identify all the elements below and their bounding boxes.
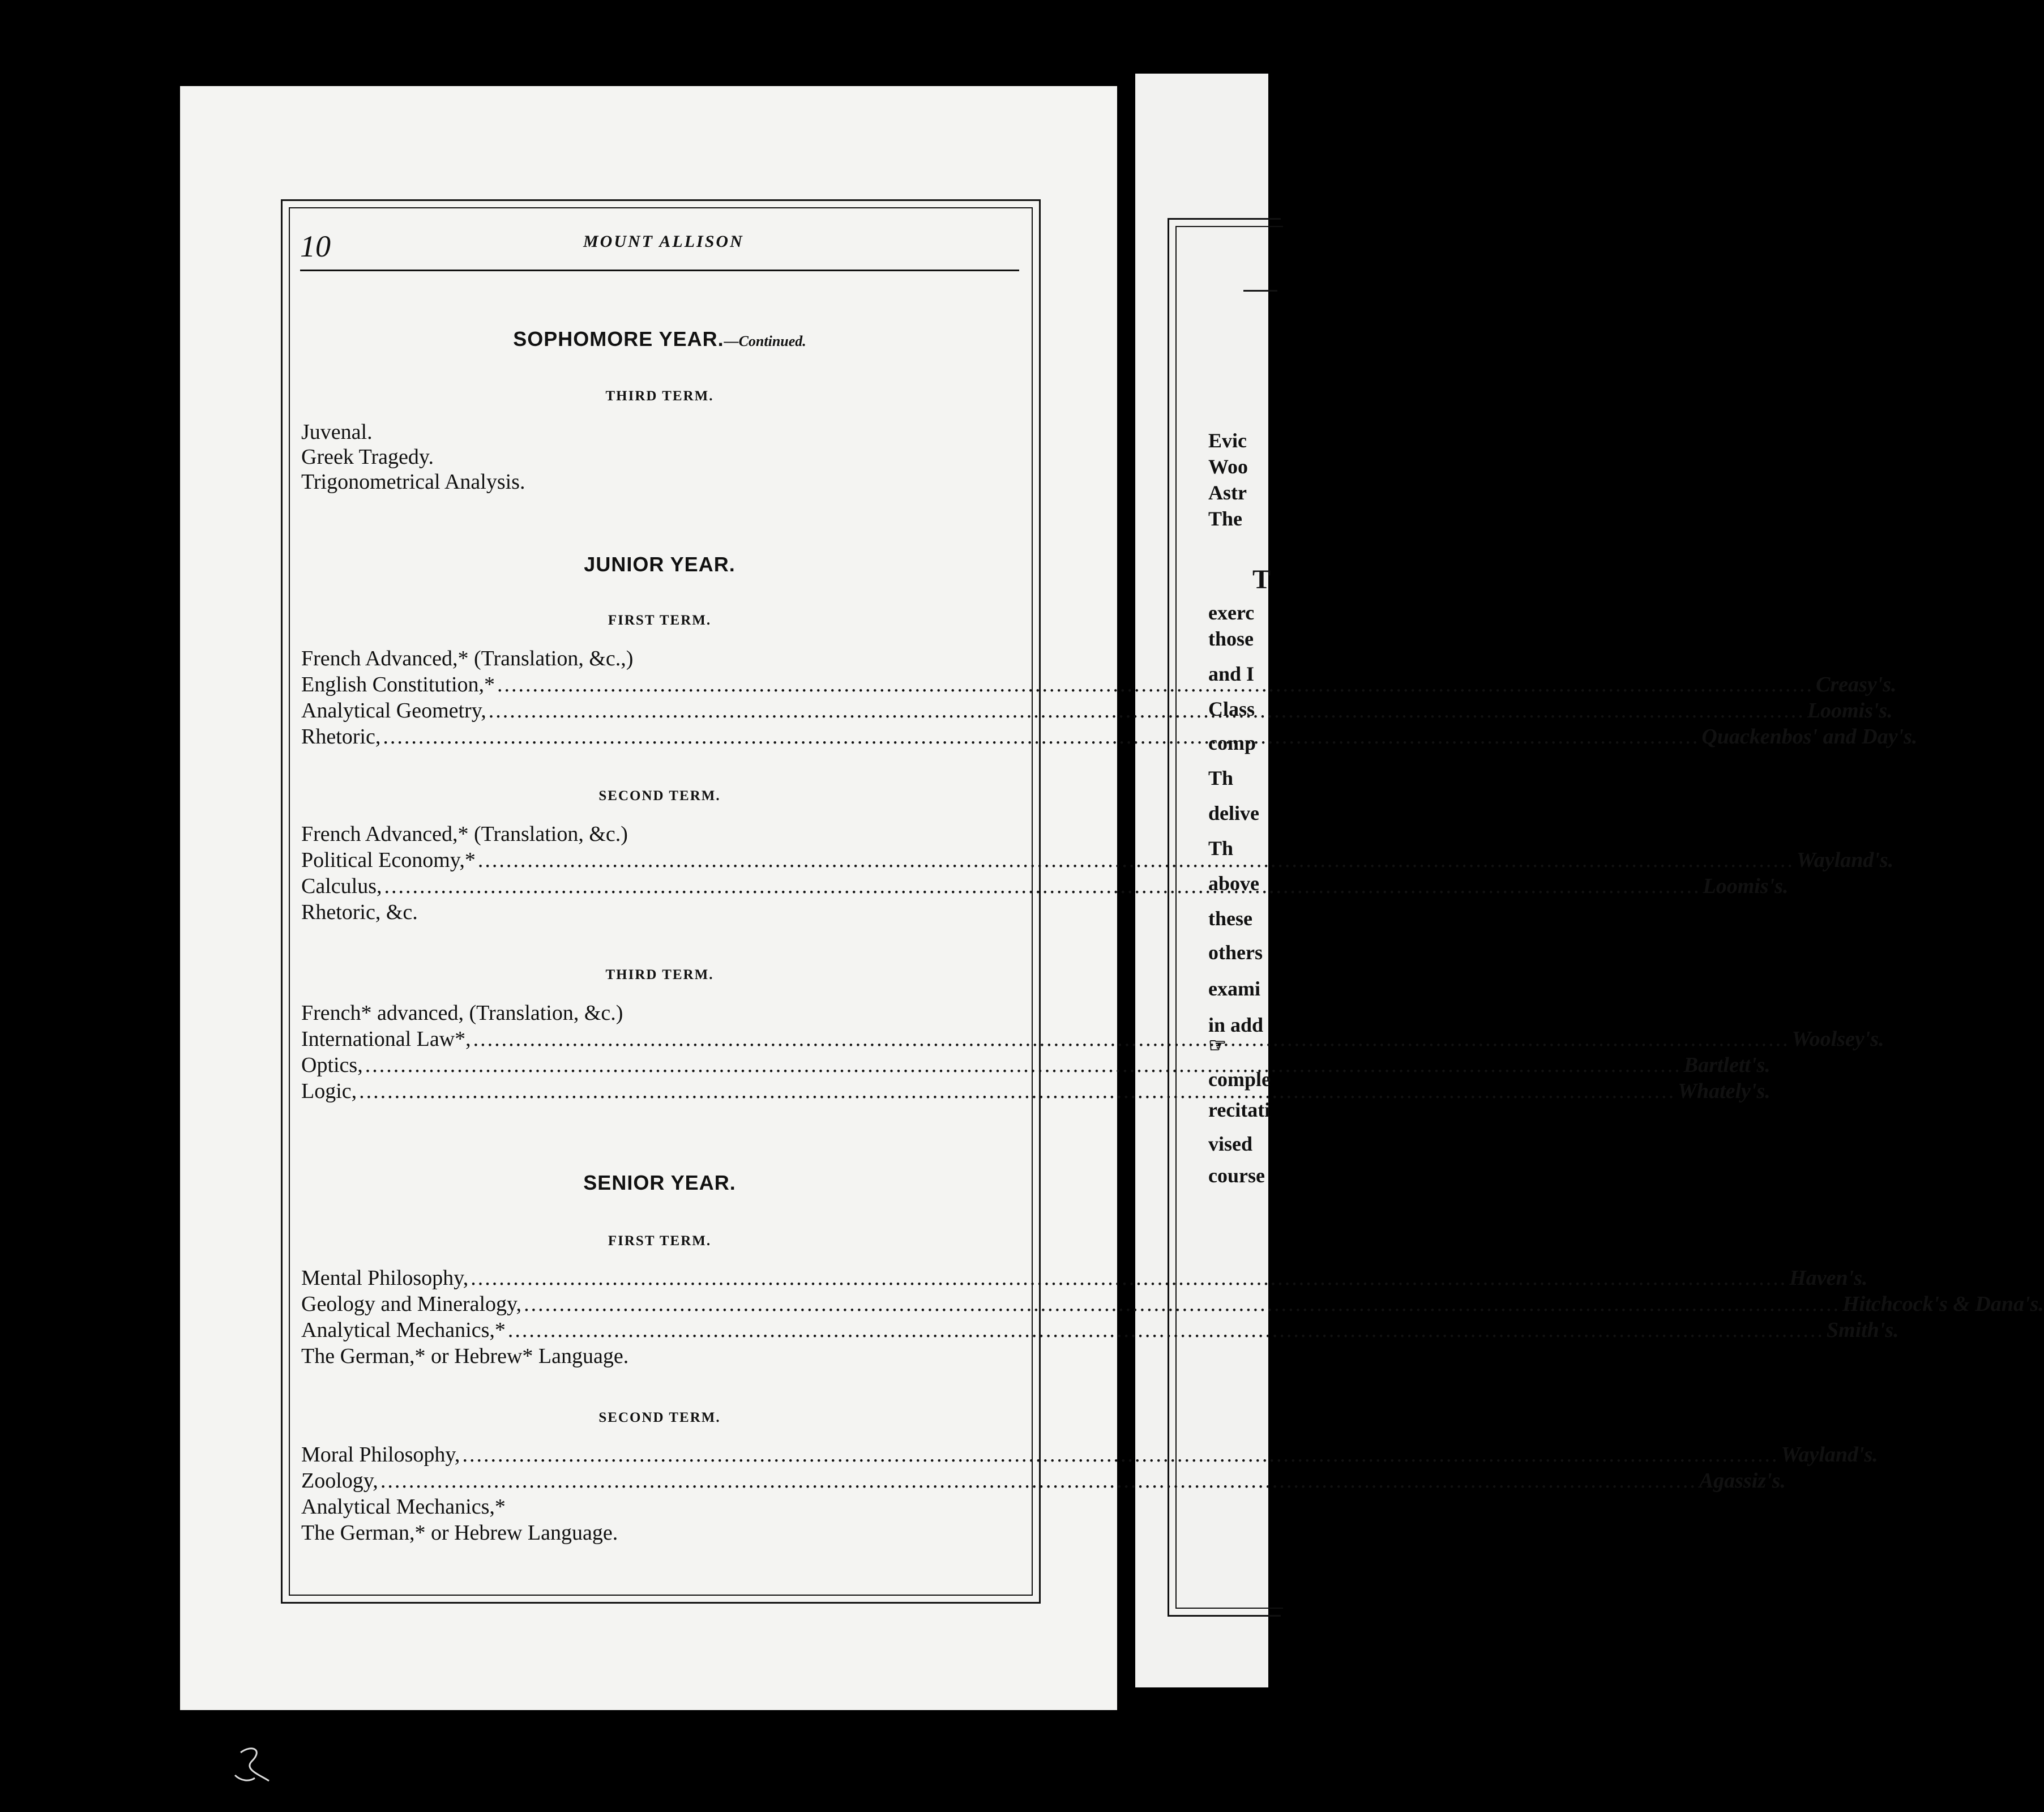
course-subject: Rhetoric, xyxy=(301,725,381,749)
facing-page-line: exami xyxy=(1208,977,1260,1000)
section-heading-text: JUNIOR YEAR. xyxy=(584,553,736,576)
course-row xyxy=(301,1468,1786,1494)
course-row xyxy=(301,469,1014,495)
facing-page-line: Woo xyxy=(1208,455,1248,478)
course-subject: Greek Tragedy. xyxy=(301,445,434,469)
facing-page-line: ☞ xyxy=(1208,1034,1227,1057)
facing-page-line: in add xyxy=(1208,1014,1264,1036)
course-row xyxy=(301,1494,1014,1520)
course-subject: The German,* or Hebrew* Language. xyxy=(301,1344,629,1368)
leader-dots xyxy=(508,1317,1824,1343)
course-textbook: Quackenbos' and Day's. xyxy=(1701,725,1918,749)
page-number: 10 xyxy=(300,229,331,263)
course-textbook: Loomis's. xyxy=(1807,699,1893,723)
term-heading: THIRD TERM. xyxy=(605,388,714,404)
course-row xyxy=(301,899,1014,925)
facing-page-line: and I xyxy=(1208,663,1255,685)
course-row xyxy=(301,646,1014,672)
course-textbook: Haven's. xyxy=(1789,1266,1868,1290)
running-header xyxy=(300,229,1019,263)
facing-page-line: The xyxy=(1208,507,1243,530)
facing-page-line: comple xyxy=(1208,1068,1271,1091)
course-row xyxy=(301,821,1014,847)
course-subject: French* advanced, (Translation, &c.) xyxy=(301,1001,623,1025)
leader-dots xyxy=(524,1291,1840,1317)
course-subject: Moral Philosophy, xyxy=(301,1443,460,1467)
facing-page-line: T xyxy=(1252,565,1271,595)
leader-dots xyxy=(365,1052,1682,1078)
leader-dots xyxy=(478,847,1794,873)
term-heading: THIRD TERM. xyxy=(605,967,714,982)
course-textbook: Creasy's. xyxy=(1816,673,1897,696)
course-textbook: Wayland's. xyxy=(1796,848,1894,872)
course-subject: English Constitution,* xyxy=(301,673,495,696)
course-subject: Trigonometrical Analysis. xyxy=(301,470,525,494)
course-subject: Logic, xyxy=(301,1079,357,1103)
course-textbook: Whately's. xyxy=(1678,1079,1771,1103)
course-textbook: Wayland's. xyxy=(1781,1443,1878,1467)
leader-dots xyxy=(384,873,1700,899)
course-textbook: Smith's. xyxy=(1826,1318,1899,1342)
facing-page-line: exerc xyxy=(1208,601,1255,624)
course-subject: Optics, xyxy=(301,1053,363,1077)
facing-page-line: vised xyxy=(1208,1132,1253,1155)
course-subject: Analytical Mechanics,* xyxy=(301,1495,506,1519)
course-subject: Juvenal. xyxy=(301,420,373,444)
course-subject: International Law*, xyxy=(301,1027,471,1051)
facing-page-line: Class xyxy=(1208,698,1255,720)
facing-page-line: course xyxy=(1208,1164,1265,1187)
course-subject: Mental Philosophy, xyxy=(301,1266,469,1290)
leader-dots xyxy=(359,1078,1675,1104)
course-subject: Political Economy,* xyxy=(301,848,476,872)
course-row xyxy=(301,1000,1014,1026)
facing-page-line: Evic xyxy=(1208,429,1247,452)
course-subject: The German,* or Hebrew Language. xyxy=(301,1521,618,1545)
facing-page-line: these xyxy=(1208,907,1252,930)
leader-dots xyxy=(489,698,1805,724)
course-row xyxy=(301,444,1014,470)
term-heading: FIRST TERM. xyxy=(608,1233,712,1249)
course-subject: Zoology, xyxy=(301,1469,378,1493)
course-row xyxy=(301,1291,2044,1317)
section-heading xyxy=(294,1171,1025,1195)
header-rule xyxy=(300,270,1019,271)
leader-dots xyxy=(380,1468,1697,1494)
leader-dots xyxy=(471,1265,1787,1291)
course-textbook: Agassiz's. xyxy=(1699,1469,1786,1493)
leader-dots xyxy=(473,1026,1790,1052)
continued-note: —Continued. xyxy=(724,333,806,349)
facing-page-line: Astr xyxy=(1208,481,1247,504)
course-row xyxy=(301,1343,1014,1369)
section-heading xyxy=(294,553,1025,576)
course-row xyxy=(301,1442,1878,1468)
facing-page-line: Th xyxy=(1208,837,1234,860)
course-subject: Analytical Mechanics,* xyxy=(301,1318,506,1342)
course-row xyxy=(301,419,1014,445)
course-row xyxy=(301,1026,1884,1052)
section-heading xyxy=(294,327,1025,351)
course-row xyxy=(301,1520,1014,1546)
facing-page-line: those xyxy=(1208,627,1254,650)
facing-page-line: Th xyxy=(1208,767,1234,789)
course-textbook: Woolsey's. xyxy=(1791,1027,1884,1051)
facing-page-line: delive xyxy=(1208,802,1259,824)
course-subject: French Advanced,* (Translation, &c.,) xyxy=(301,647,634,670)
leader-dots xyxy=(497,672,1814,698)
running-title: MOUNT ALLISON xyxy=(583,232,744,251)
course-textbook: Bartlett's. xyxy=(1683,1053,1771,1077)
course-subject: Analytical Geometry, xyxy=(301,699,486,723)
course-subject: Rhetoric, &c. xyxy=(301,900,418,924)
facing-page-line: recitati xyxy=(1208,1099,1271,1121)
term-heading: FIRST TERM. xyxy=(608,613,712,628)
course-subject: Geology and Mineralogy, xyxy=(301,1292,522,1316)
facing-page-line: others xyxy=(1208,941,1263,964)
term-heading: SECOND TERM. xyxy=(598,1410,721,1425)
course-subject: French Advanced,* (Translation, &c.) xyxy=(301,822,628,846)
facing-page-header-rule xyxy=(1243,290,1277,292)
term-heading: SECOND TERM. xyxy=(598,788,721,804)
scribble-mark xyxy=(229,1741,280,1787)
course-row xyxy=(301,1265,1868,1291)
course-textbook: Hitchcock's & Dana's. xyxy=(1842,1292,2044,1316)
leader-dots xyxy=(462,1442,1778,1468)
course-row xyxy=(301,1317,1899,1343)
leader-dots xyxy=(383,724,1699,750)
section-heading-text: SENIOR YEAR. xyxy=(583,1171,736,1194)
course-textbook: Loomis's. xyxy=(1703,874,1789,898)
course-row xyxy=(301,1052,1771,1078)
facing-page-line: above xyxy=(1208,872,1259,895)
section-heading-text: SOPHOMORE YEAR. xyxy=(513,327,724,351)
course-subject: Calculus, xyxy=(301,874,382,898)
facing-page-line: comp xyxy=(1208,732,1256,754)
